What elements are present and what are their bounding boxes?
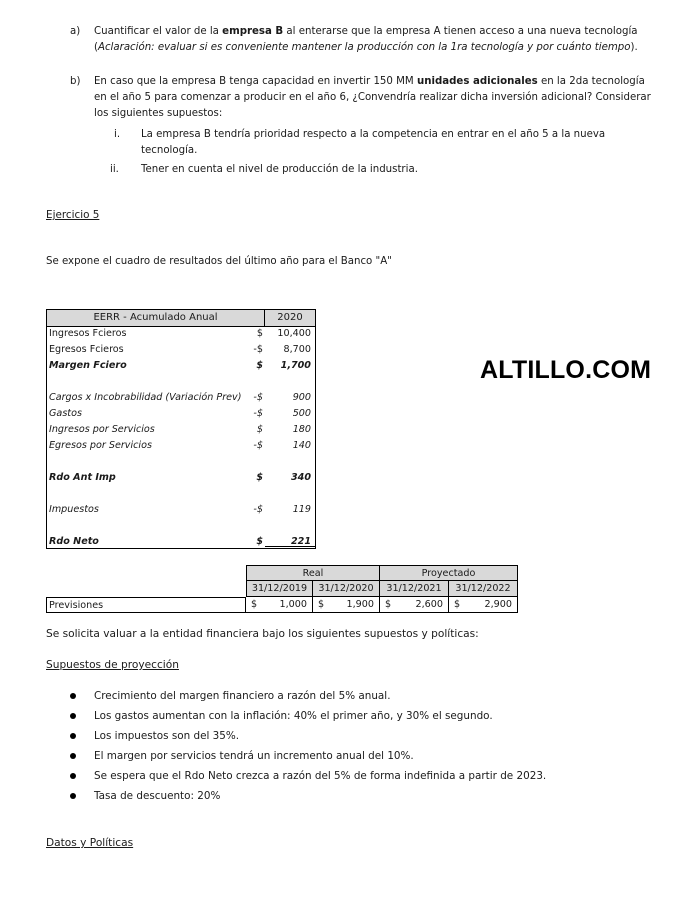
prev-value-cell — [246, 597, 313, 613]
item-a-marker: a) — [70, 26, 81, 37]
eerr-row — [47, 406, 315, 422]
prev-date: 31/12/2022 — [449, 581, 518, 597]
list-item — [70, 686, 546, 706]
eerr-row-name: Rdo Neto — [49, 536, 99, 547]
datos-title: Datos y Políticas — [46, 837, 134, 849]
list-item — [70, 746, 546, 766]
prev-group-real: Real — [246, 565, 380, 581]
prev-date: 31/12/2019 — [246, 581, 313, 597]
item-b-bold: unidades adicionales — [416, 76, 538, 87]
eerr-row-name: Margen Fciero — [49, 360, 127, 371]
eerr-row-sign: $ — [256, 424, 263, 435]
eerr-row-sign: -$ — [253, 392, 263, 403]
eerr-row — [47, 342, 315, 358]
previsiones-table — [46, 565, 518, 613]
exercise-title: Ejercicio 5 — [46, 209, 100, 221]
eerr-row-value: 180 — [292, 424, 311, 435]
eerr-row-value: 221 — [290, 536, 311, 547]
bullet-icon — [70, 713, 76, 719]
list-item-text: Los impuestos son del 35%. — [94, 730, 240, 742]
sub-i-marker: i. — [114, 129, 121, 140]
item-b-line3: los siguientes supuestos: — [94, 108, 223, 119]
eerr-row-sign: $ — [256, 472, 263, 483]
list-item-text: Se espera que el Rdo Neto crezca a razón del 5% de forma indefinida a partir de 2023. — [94, 770, 547, 782]
prev-date: 31/12/2021 — [380, 581, 449, 597]
eerr-row-name: Impuestos — [49, 504, 99, 515]
prev-row-label: Previsiones — [46, 597, 246, 613]
eerr-row-sign: -$ — [253, 344, 263, 355]
eerr-row-name: Gastos — [49, 408, 82, 419]
list-item-text: Los gastos aumentan con la inflación: 40% el primer año, y 30% el segundo. — [94, 710, 493, 722]
prev-sign: $ — [385, 599, 392, 610]
eerr-row-sign: $ — [256, 360, 263, 371]
prev-sign: $ — [454, 599, 461, 610]
intro-text: Se expone el cuadro de resultados del último año para el Banco "A" — [46, 256, 392, 267]
supuestos-title: Supuestos de proyección — [46, 659, 179, 671]
prev-value-cell — [449, 597, 518, 613]
list-item — [70, 726, 546, 746]
eerr-row-value: 340 — [290, 472, 311, 483]
eerr-table — [46, 309, 316, 549]
eerr-row-value: 119 — [292, 504, 311, 515]
eerr-row — [47, 326, 315, 342]
item-a-bold: empresa B — [222, 26, 284, 37]
item-b-line2: en el año 5 para comenzar a producir en el año 6, ¿Convendría realizar dicha inversión adicional? Considerar — [94, 92, 651, 103]
sub-ii-marker: ii. — [110, 164, 119, 175]
eerr-row-sign: $ — [256, 536, 263, 547]
item-a-line2 — [94, 40, 638, 56]
bullet-icon — [70, 693, 76, 699]
eerr-header-label: EERR - Acumulado Anual — [47, 310, 265, 326]
eerr-row — [47, 470, 315, 486]
eerr-row-sign: -$ — [253, 504, 263, 515]
list-item-text: Tasa de descuento: 20% — [94, 790, 221, 802]
eerr-row-sign: $ — [256, 328, 263, 339]
prev-value-cell — [380, 597, 449, 613]
item-a-text-1: Cuantificar el valor de la — [94, 26, 223, 37]
watermark-logo: ALTILLO.COM — [480, 356, 652, 384]
item-b-line1 — [94, 74, 645, 90]
eerr-row-name: Egresos por Servicios — [49, 440, 152, 451]
prev-group-projected: Proyectado — [380, 565, 518, 581]
prev-value: 2,600 — [415, 599, 443, 610]
prev-value: 2,900 — [484, 599, 512, 610]
bullet-icon — [70, 793, 76, 799]
prev-date: 31/12/2020 — [313, 581, 380, 597]
item-b-text-1: En caso que la empresa B tenga capacidad en invertir 150 MM — [94, 76, 417, 87]
prev-value-cell — [313, 597, 380, 613]
eerr-row-sign: -$ — [253, 440, 263, 451]
sub-ii-line1: Tener en cuenta el nivel de producción de la industria. — [141, 164, 418, 175]
double-underline — [265, 546, 315, 549]
eerr-row-value: 10,400 — [277, 328, 311, 339]
item-a-line1 — [94, 24, 664, 40]
eerr-row — [47, 390, 315, 406]
eerr-row — [47, 358, 315, 374]
item-a-paren-close: ). — [630, 42, 638, 53]
eerr-row — [47, 422, 315, 438]
eerr-header — [47, 310, 315, 327]
sub-i-line2: tecnología. — [141, 145, 198, 156]
item-b-marker: b) — [70, 76, 81, 87]
list-item — [70, 706, 546, 726]
eerr-row — [47, 502, 315, 518]
bullet-icon — [70, 773, 76, 779]
item-b-text-2: en la 2da tecnología — [537, 76, 645, 87]
eerr-row — [47, 438, 315, 454]
bullet-icon — [70, 733, 76, 739]
assumptions-list — [70, 686, 546, 806]
list-item-text: Crecimiento del margen financiero a razón del 5% anual. — [94, 690, 391, 702]
list-item — [70, 786, 546, 806]
prev-sign: $ — [318, 599, 325, 610]
bullet-icon — [70, 753, 76, 759]
sub-i-line1: La empresa B tendría prioridad respecto a la competencia en entrar en el año 5 a la nueva — [141, 129, 606, 140]
eerr-row-name: Cargos x Incobrabilidad (Variación Prev) — [49, 392, 242, 403]
eerr-row-value: 1,700 — [280, 360, 311, 371]
prev-value: 1,000 — [279, 599, 307, 610]
eerr-row-name: Egresos Fcieros — [49, 344, 124, 355]
request-text: Se solicita valuar a la entidad financiera bajo los siguientes supuestos y políticas: — [46, 628, 479, 640]
prev-sign: $ — [251, 599, 258, 610]
list-item-text: El margen por servicios tendrá un incremento anual del 10%. — [94, 750, 414, 762]
eerr-header-year: 2020 — [277, 312, 303, 323]
list-item — [70, 766, 546, 786]
eerr-row-name: Ingresos Fcieros — [49, 328, 127, 339]
eerr-row-name: Rdo Ant Imp — [49, 472, 116, 483]
item-a-text-2: al enterarse que la empresa A tienen acceso a una nueva tecnología — [283, 26, 638, 37]
eerr-row-value: 500 — [292, 408, 311, 419]
item-a-paren-open: ( — [94, 42, 98, 53]
eerr-row-value: 900 — [292, 392, 311, 403]
eerr-row-value: 140 — [292, 440, 311, 451]
eerr-row-name: Ingresos por Servicios — [49, 424, 155, 435]
item-a-clarification: Aclaración: evaluar si es conveniente mantener la producción con la 1ra tecnología y por cuánto tiempo — [97, 42, 631, 53]
eerr-row-sign: -$ — [253, 408, 263, 419]
eerr-row-value: 8,700 — [283, 344, 311, 355]
prev-value: 1,900 — [346, 599, 374, 610]
